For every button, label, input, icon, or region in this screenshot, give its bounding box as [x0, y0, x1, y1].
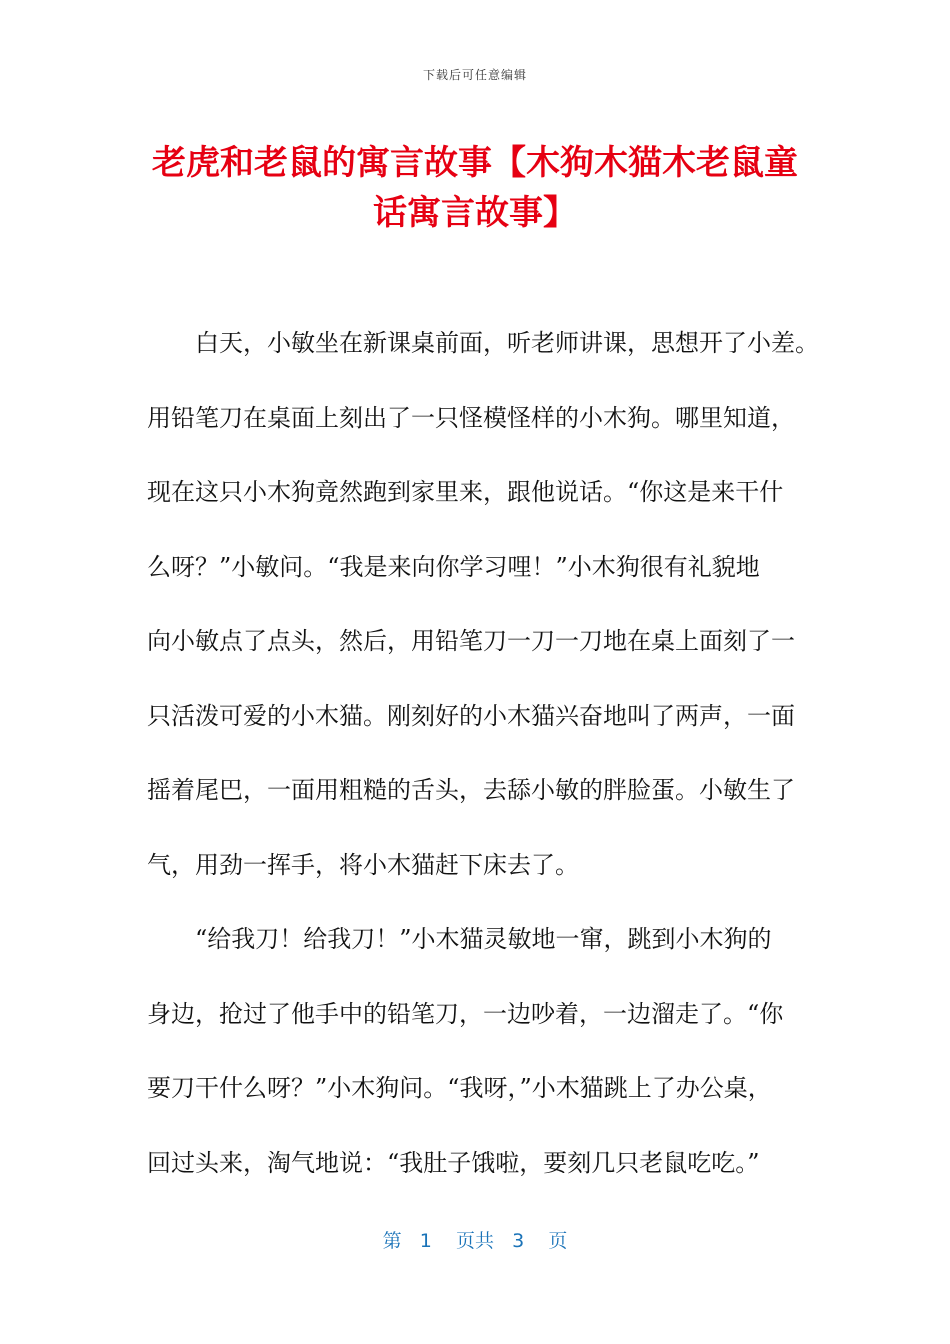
footer-total-pages: 3 [512, 1230, 525, 1252]
paragraph-line: “给我刀！给我刀！”小木猫灵敏地一窜，跳到小木狗的 [195, 925, 772, 953]
header-note: 下载后可任意编辑 [422, 68, 527, 82]
paragraph-line: 白天，小敏坐在新课桌前面，听老师讲课，思想开了小差。 [195, 329, 819, 357]
paragraph-line: 现在这只小木狗竟然跑到家里来，跟他说话。“你这是来干什 [147, 478, 784, 506]
paragraph-line: 只活泼可爱的小木猫。刚刻好的小木猫兴奋地叫了两声，一面 [147, 701, 795, 730]
paragraph-line: 么呀？”小敏问。“我是来向你学习哩！”小木狗很有礼貌地 [147, 552, 760, 581]
paragraph-line: 要刀干什么呀？”小木狗问。“我呀，”小木猫跳上了办公桌， [147, 1074, 772, 1102]
paragraph-line: 身边，抢过了他手中的铅笔刀，一边吵着，一边溜走了。“你 [147, 999, 784, 1028]
footer-suffix: 页 [548, 1230, 568, 1252]
paragraph-line: 气，用劲一挥手，将小木猫赶下床去了。 [147, 850, 579, 879]
title-line-1: 老虎和老鼠的寓言故事【木狗木猫木老鼠童 [152, 143, 798, 183]
page-footer [0, 1226, 950, 1253]
body-text [147, 306, 819, 1200]
footer-mid: 页共 [455, 1230, 494, 1252]
paragraph-line: 向小敏点了点头，然后，用铅笔刀一刀一刀地在桌上面刻了一 [147, 627, 795, 655]
title-line-2: 话寓言故事】 [373, 193, 577, 233]
paragraph-line: 摇着尾巴，一面用粗糙的舌头，去舔小敏的胖脸蛋。小敏生了 [147, 776, 795, 804]
paragraph-line: 回过头来，淘气地说：“我肚子饿啦，要刻几只老鼠吃吃。” [147, 1148, 760, 1177]
document-title [120, 138, 830, 238]
paragraph-line: 用铅笔刀在桌面上刻出了一只怪模怪样的小木狗。哪里知道， [147, 403, 795, 432]
footer-prefix: 第 [382, 1230, 402, 1252]
footer-current-page: 1 [419, 1230, 432, 1252]
